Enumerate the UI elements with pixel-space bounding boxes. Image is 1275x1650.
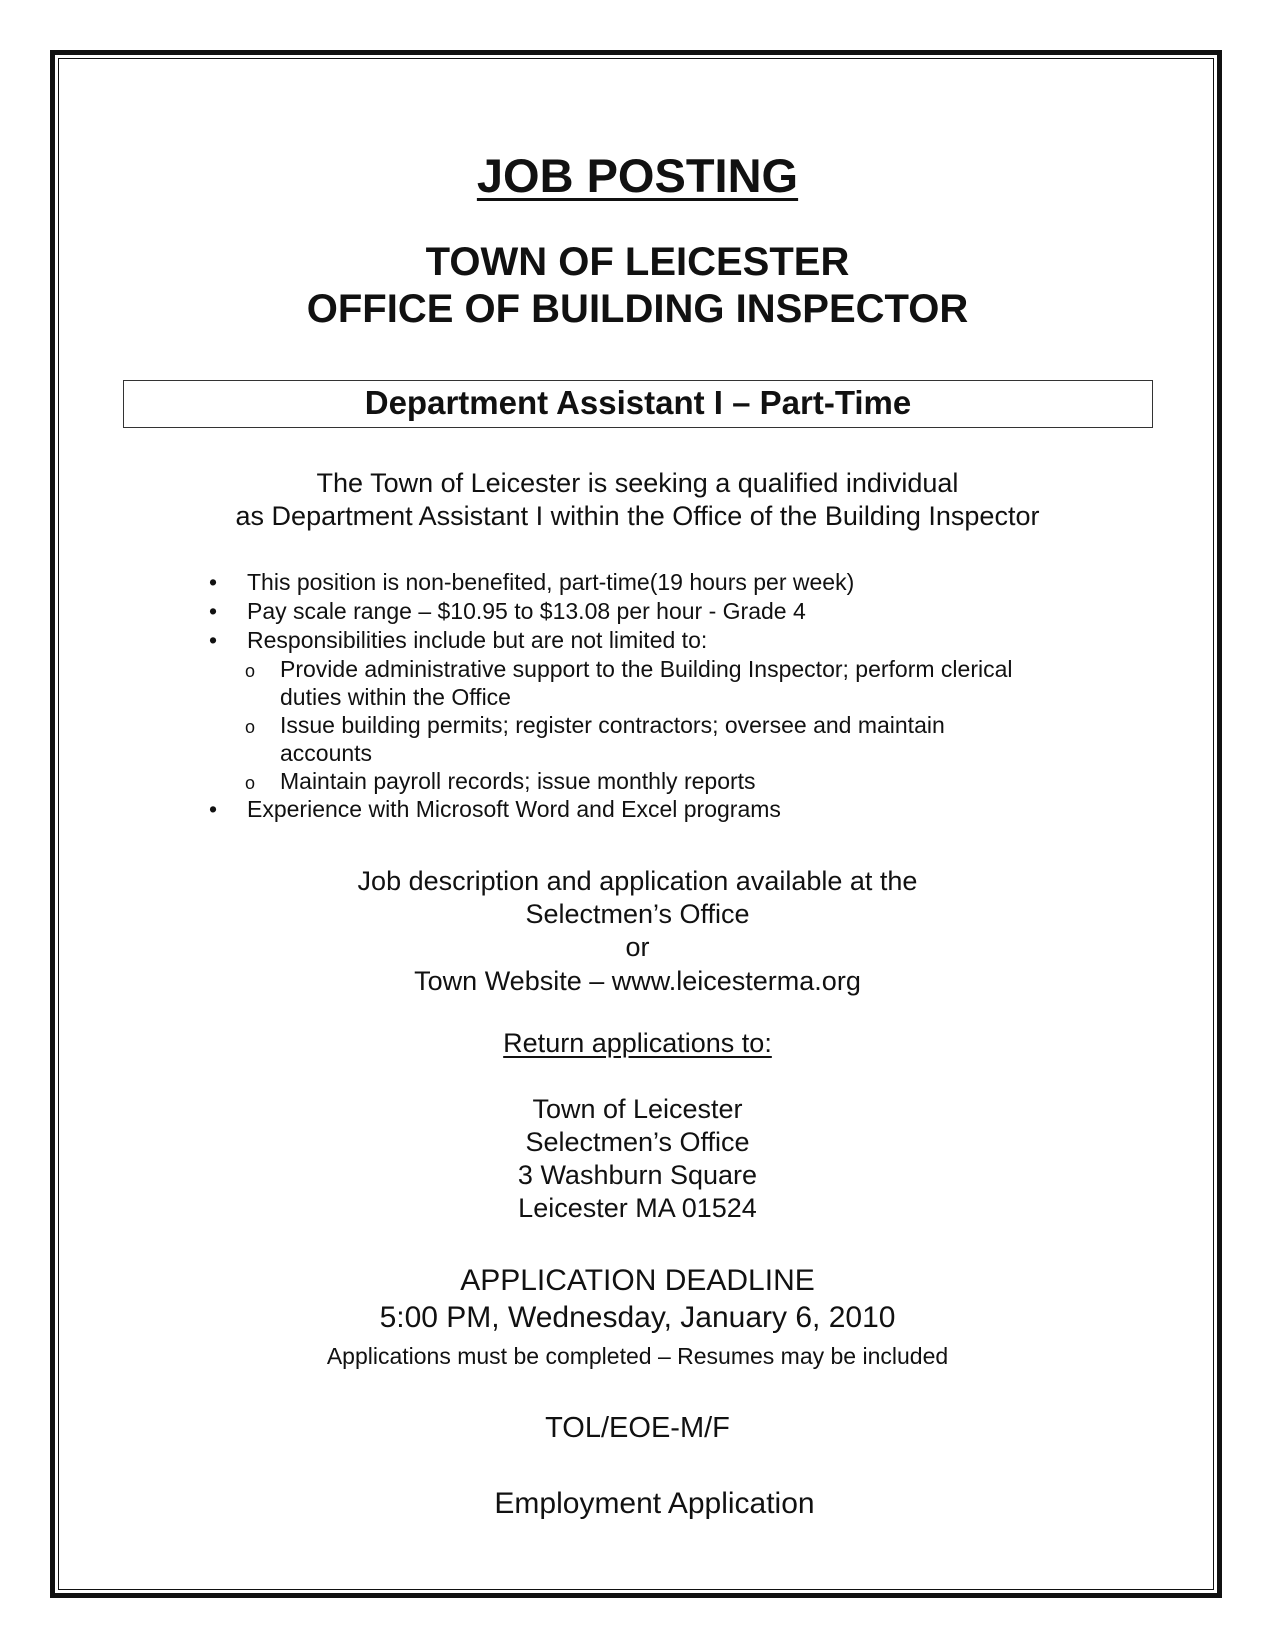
list-item: o Provide administrative support to the Building Inspector; perform clerical duties within the Office — [245, 656, 1013, 710]
position-title-box — [123, 380, 1153, 428]
list-item: o Issue building permits; register contractors; oversee and maintain accounts — [245, 712, 945, 766]
circle-bullet-icon: o — [245, 773, 256, 793]
bullet-icon: • — [209, 796, 218, 822]
availability-line-4: Town Website – www.leicesterma.org — [414, 966, 861, 996]
address-line-1: Town of Leicester — [532, 1094, 743, 1124]
list-item: • Experience with Microsoft Word and Excel programs — [209, 796, 781, 822]
responsibilities-list — [205, 655, 1165, 795]
availability-line-3: or — [625, 932, 650, 962]
bullet-icon: • — [209, 569, 218, 595]
circle-bullet-icon: o — [245, 717, 256, 737]
list-item: • This position is non-benefited, part-time(19 hours per week) — [209, 569, 855, 595]
deadline-note: Applications must be completed – Resumes may be included — [326, 1343, 949, 1369]
intro-line-1: The Town of Leicester is seeking a qualified individual — [316, 468, 959, 498]
position-title: Department Assistant I – Part-Time — [364, 384, 912, 421]
bullet-icon: • — [209, 627, 218, 653]
availability-line-2: Selectmen’s Office — [525, 899, 750, 929]
circle-bullet-icon: o — [245, 661, 256, 681]
page-title: JOB POSTING — [476, 149, 799, 202]
intro-line-2: as Department Assistant I within the Office of the Building Inspector — [235, 501, 1040, 531]
deadline-heading: APPLICATION DEADLINE — [460, 1264, 815, 1297]
return-heading: Return applications to: — [503, 1028, 772, 1058]
address-line-3: 3 Washburn Square — [517, 1160, 758, 1190]
list-item: • Pay scale range – $10.95 to $13.08 per hour - Grade 4 — [209, 598, 806, 624]
org-name: TOWN OF LEICESTER — [425, 240, 850, 284]
eoe-statement: TOL/EOE-M/F — [545, 1412, 730, 1444]
deadline-datetime: 5:00 PM, Wednesday, January 6, 2010 — [379, 1301, 896, 1334]
office-name: OFFICE OF BUILDING INSPECTOR — [306, 287, 969, 331]
requirements-list — [205, 568, 1165, 824]
availability-line-1: Job description and application available at the — [357, 866, 918, 896]
address-line-4: Leicester MA 01524 — [518, 1193, 757, 1223]
sub-list-container — [205, 655, 1165, 795]
address-line-2: Selectmen’s Office — [525, 1127, 750, 1157]
employment-application-link[interactable]: Employment Application — [494, 1487, 815, 1520]
list-item: o Maintain payroll records; issue monthly reports — [205, 767, 1165, 795]
list-item: • Responsibilities include but are not limited to: — [209, 627, 708, 653]
bullet-icon: • — [209, 598, 218, 624]
